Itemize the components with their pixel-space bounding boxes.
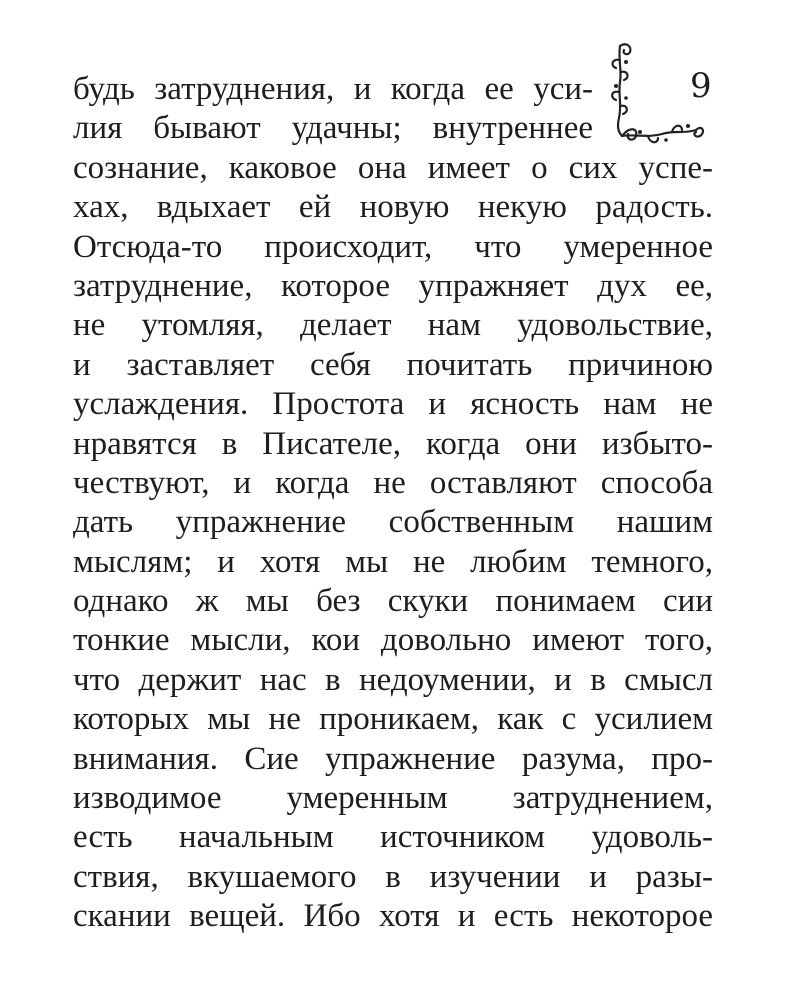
text-line: скании вещей. Ибо хотя и есть некоторое	[73, 898, 713, 935]
text-line: тонкие мысли, кои довольно имеют того,	[73, 622, 713, 659]
text-line: чествуют, и когда не оставляют способа	[73, 464, 713, 501]
text-line: хах, вдыхает ей новую некую радость.	[73, 189, 713, 226]
text-line: затруднение, которое упражняет дух ее,	[73, 267, 713, 304]
text-line: что держит нас в недоумении, и в смысл	[73, 661, 713, 698]
text-line: Отсюда-то происходит, что умеренное	[73, 228, 713, 265]
text-line: сознание, каковое она имеет о сих успе-	[73, 149, 713, 186]
text-line: нравятся в Писателе, когда они избыто-	[73, 425, 713, 462]
text-line: услаждения. Простота и ясность нам не	[73, 386, 713, 423]
text-line: дать упражнение собственным нашим	[73, 504, 713, 541]
text-line: внимания. Сие упражнение разума, про-	[73, 740, 713, 777]
text-line: не утомляя, делает нам удовольствие,	[73, 307, 713, 344]
text-line: которых мы не проникаем, как с усилием	[73, 701, 713, 738]
text-line: лия бывают удачны; внутреннее	[73, 110, 593, 147]
text-line: ствия, вкушаемого в изучении и разы-	[73, 858, 713, 895]
text-line: и заставляет себя почитать причиною	[73, 346, 713, 383]
text-line: есть начальным источником удоволь-	[73, 819, 713, 856]
text-line: мыслям; и хотя мы не любим темного,	[73, 543, 713, 580]
text-line: однако ж мы без скуки понимаем сии	[73, 583, 713, 620]
page-number: 9	[690, 66, 712, 106]
body-text	[73, 70, 713, 937]
text-line: будь затруднения, и когда ее уси-	[73, 71, 593, 107]
text-line: изводимое умеренным затруднением,	[73, 780, 713, 817]
